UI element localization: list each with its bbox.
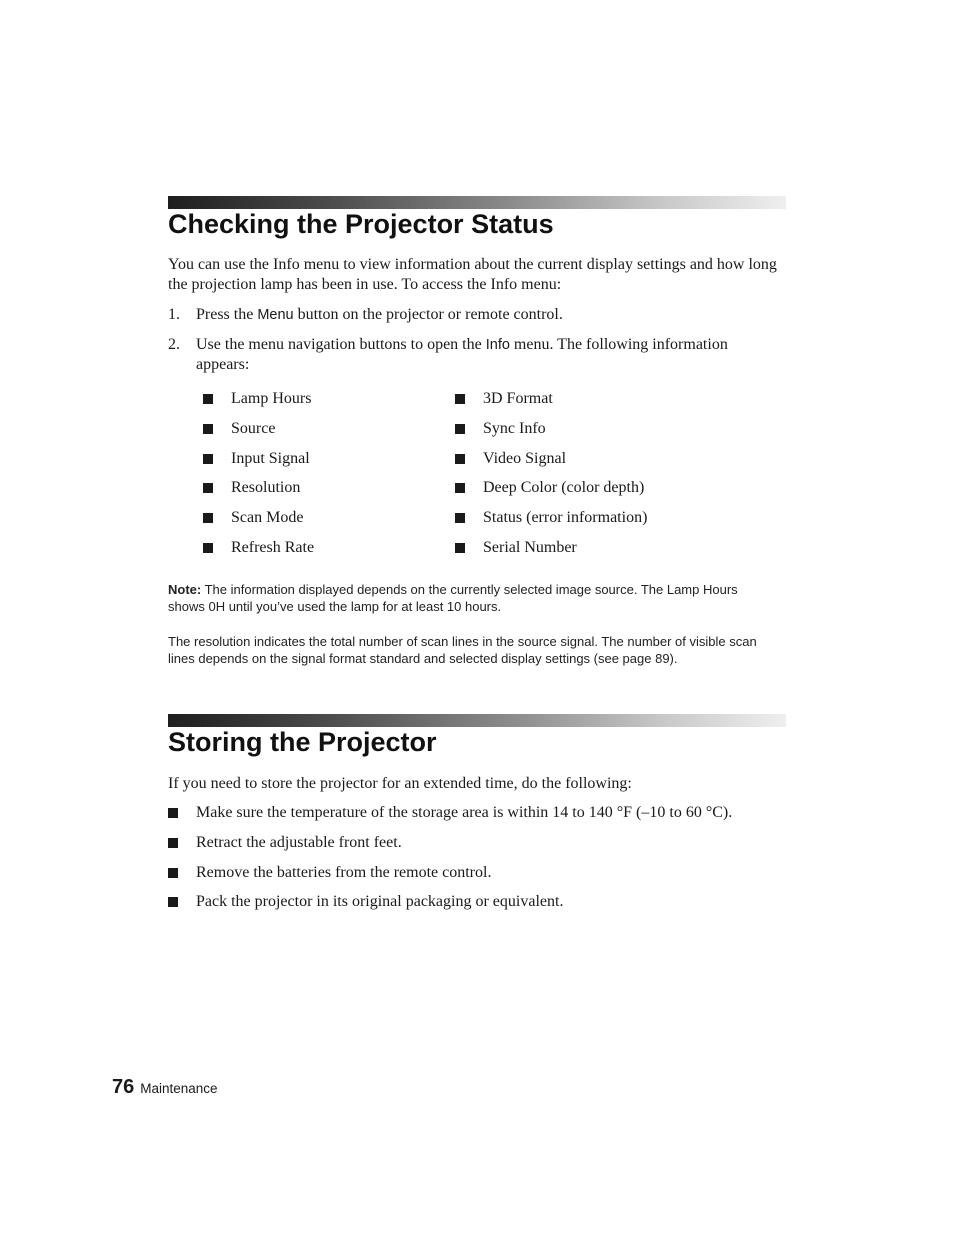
bullet-square-icon [168, 897, 178, 907]
page-footer [112, 1076, 218, 1099]
bullet-square-icon [168, 808, 178, 818]
bullet-square-icon [203, 394, 213, 404]
bullet-square-icon [203, 483, 213, 493]
bullet-square-icon [455, 483, 465, 493]
bullet-square-icon [168, 838, 178, 848]
step-text-post: button on the projector or remote control. [293, 306, 563, 323]
step-text-pre: Use the menu navigation buttons to open the [196, 336, 486, 353]
bullet-square-icon [168, 868, 178, 878]
intro-paragraph: You can use the Info menu to view information about the current display settings and how long the projection lamp has been in use. To access the Info menu: [168, 256, 777, 293]
footer-section-name: Maintenance [140, 1081, 218, 1096]
bullet-square-icon [203, 424, 213, 434]
bullet-square-icon [455, 513, 465, 523]
page-number: 76 [112, 1076, 135, 1098]
bullet-square-icon [455, 394, 465, 404]
note-paragraph [168, 581, 778, 615]
step-text-post: menu. The following information appears: [196, 336, 728, 373]
bullet-square-icon [455, 543, 465, 553]
note-label: Note: [168, 582, 202, 597]
resolution-note: The resolution indicates the total number of scan lines in the source signal. The number of visible scan lines depends on the signal format standard and selected display settings (see page 89). [168, 634, 757, 666]
info-menu-label: Info [485, 337, 510, 353]
bullet-square-icon [455, 454, 465, 464]
note-text: The information displayed depends on the currently selected image source. The Lamp Hours shows 0H until you’ve used the lamp for at least 10 hours. [168, 582, 738, 614]
step-number: 2. [168, 336, 180, 353]
section-title-status: Checking the Projector Status [168, 209, 554, 239]
step-text-pre: Press the [196, 306, 258, 323]
storing-intro: If you need to store the projector for an extended time, do the following: [168, 775, 632, 792]
menu-button-label: Menu [257, 307, 294, 323]
bullet-square-icon [203, 543, 213, 553]
bullet-square-icon [203, 513, 213, 523]
step-number: 1. [168, 306, 180, 323]
bullet-square-icon [455, 424, 465, 434]
section-title-storing: Storing the Projector [168, 727, 437, 757]
bullet-square-icon [203, 454, 213, 464]
